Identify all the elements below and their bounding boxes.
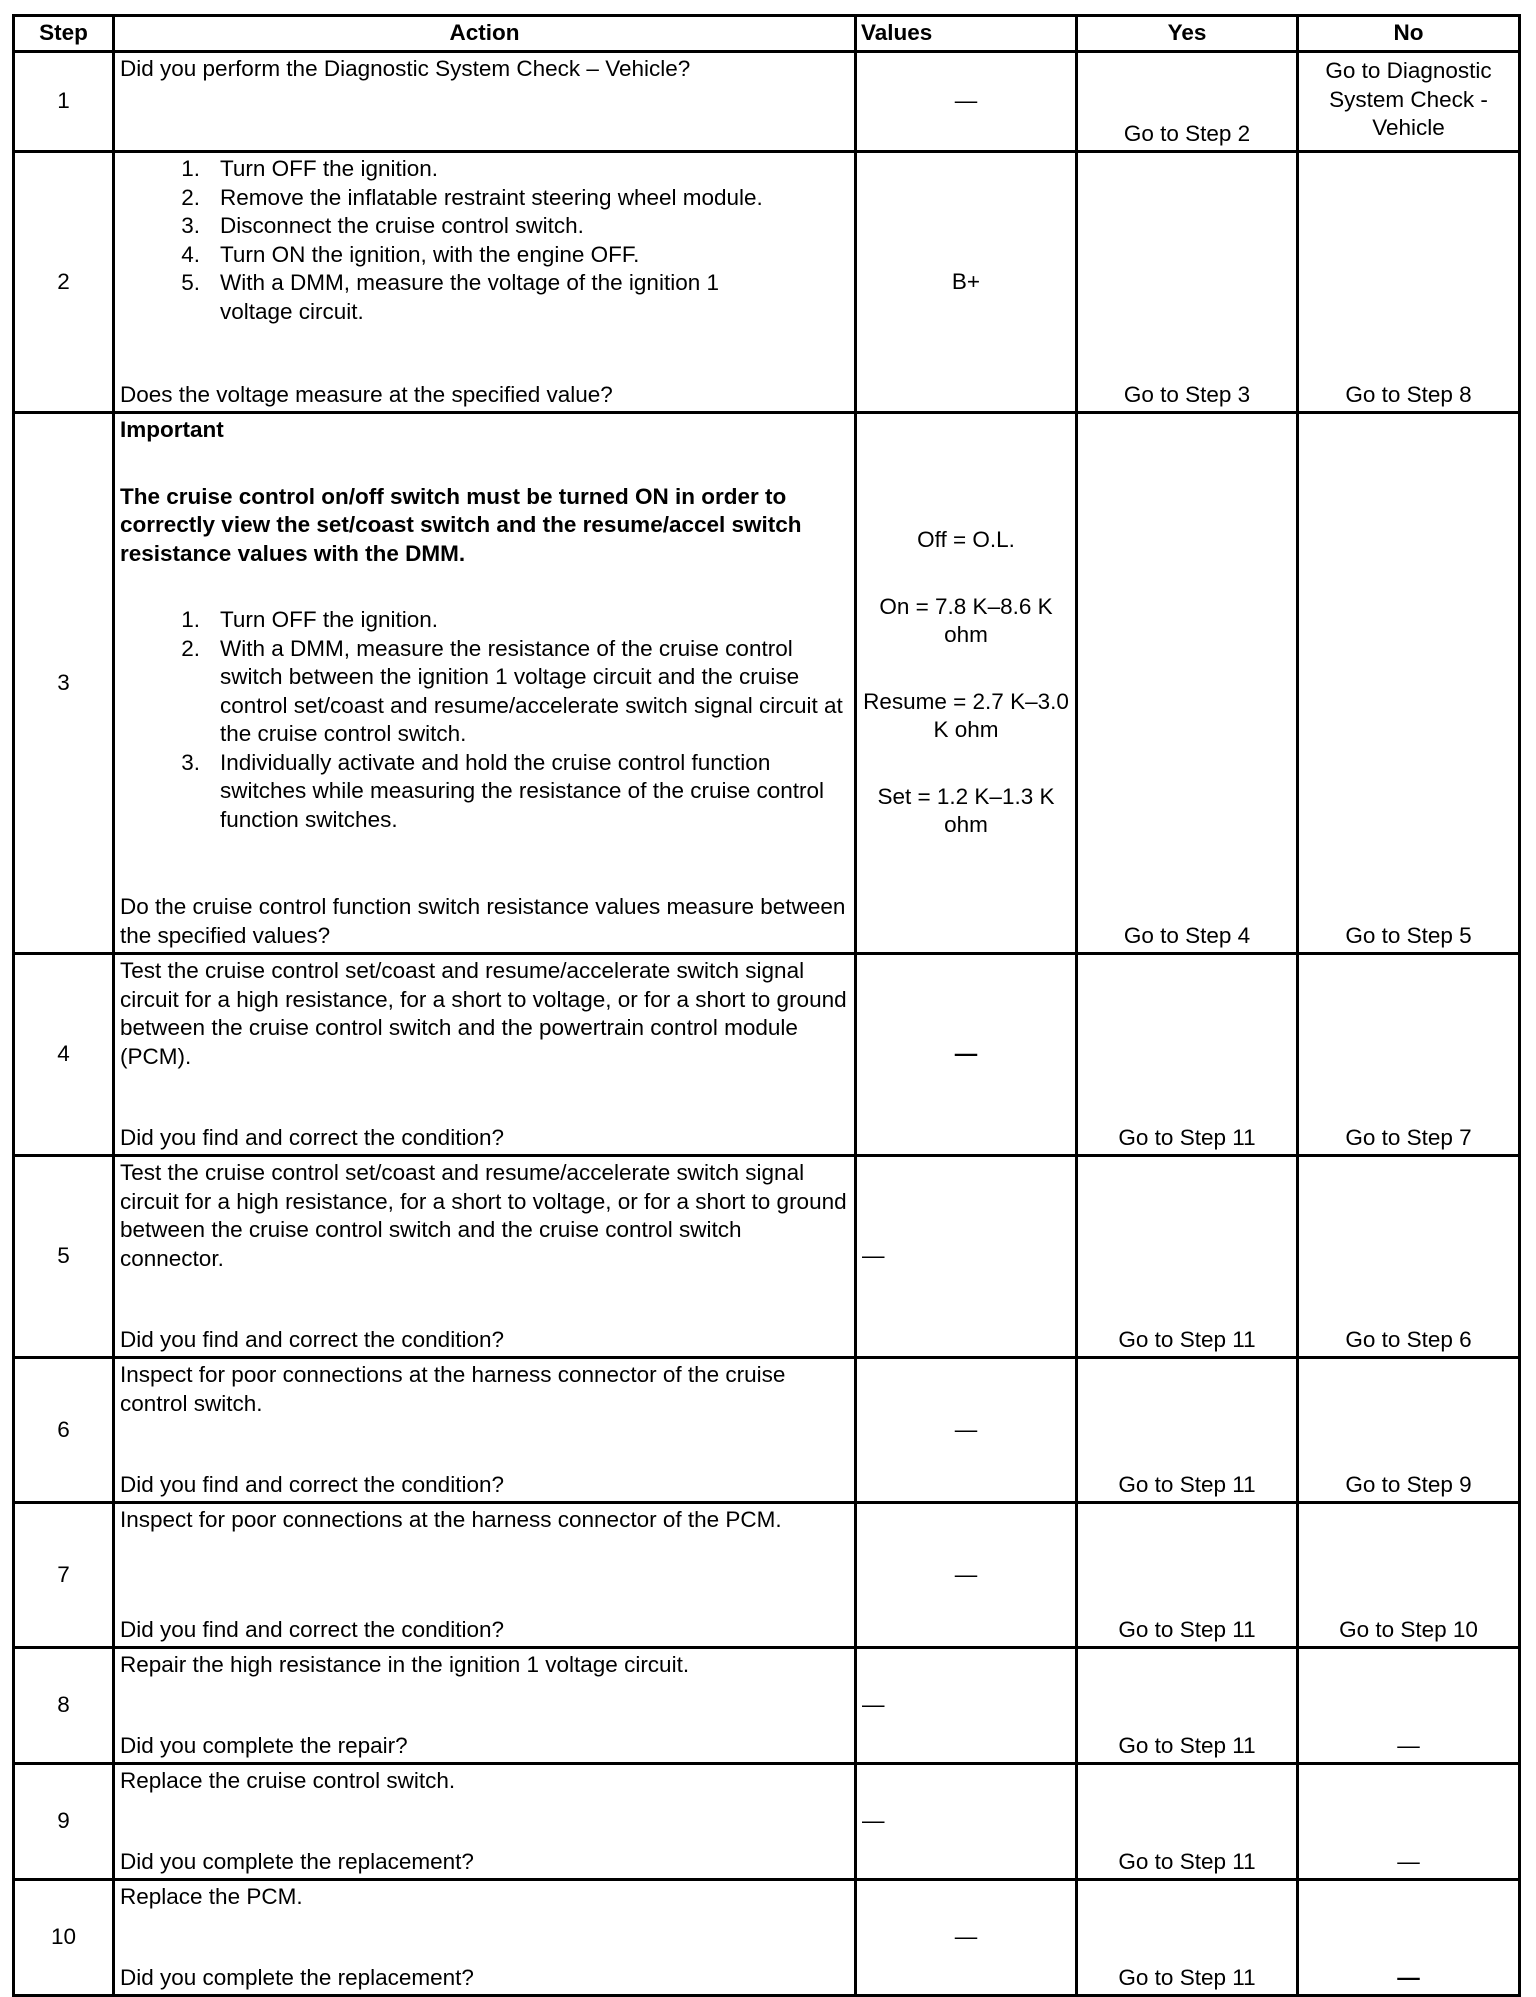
value-off: Off = O.L. — [917, 527, 1015, 553]
values-cell: — — [856, 1648, 1077, 1764]
procedure-item: 3. Disconnect the cruise control switch. — [181, 213, 584, 238]
no-cell: Go to Step 5 — [1298, 413, 1520, 954]
action-text: Replace the cruise control switch. — [120, 1768, 456, 1793]
action-text: Repair the high resistance in the ignition 1 voltage circuit. — [120, 1652, 690, 1677]
action-text: Replace the PCM. — [120, 1884, 303, 1909]
procedure-item: 2. With a DMM, measure the resistance of the cruise control switch between the ignition 1 voltage circuit and the cruise control set/coast and resume/accelerate switch signal circuit at the cruise control switch. — [181, 635, 843, 746]
header-action: Action — [114, 16, 856, 52]
action-cell — [114, 1764, 856, 1880]
no-cell: — — [1298, 1648, 1520, 1764]
step-number: 3 — [14, 413, 114, 954]
table-row-step-9 — [14, 1764, 1520, 1880]
no-cell: Go to Step 6 — [1298, 1156, 1520, 1358]
header-no: No — [1298, 16, 1520, 52]
yes-cell: Go to Step 2 — [1077, 52, 1298, 152]
action-question: Does the voltage measure at the specified value? — [120, 381, 613, 407]
procedure-list — [120, 606, 849, 834]
table-row-step-8 — [14, 1648, 1520, 1764]
values-cell: — — [856, 1880, 1077, 1996]
action-cell — [114, 1358, 856, 1503]
yes-cell: Go to Step 11 — [1077, 1764, 1298, 1880]
yes-cell: Go to Step 11 — [1077, 1358, 1298, 1503]
yes-cell: Go to Step 11 — [1077, 1156, 1298, 1358]
yes-cell: Go to Step 11 — [1077, 1503, 1298, 1648]
action-cell — [114, 413, 856, 954]
values-cell: — — [856, 1358, 1077, 1503]
no-line: Vehicle — [1372, 115, 1445, 140]
diagnostic-table-wrapper — [12, 14, 1521, 1997]
action-text: Test the cruise control set/coast and resume/accelerate switch signal circuit for a high resistance, for a short to voltage, or for a short to ground between the cruise control switch and the powertrain control module (PCM). — [120, 958, 847, 1069]
header-step: Step — [14, 16, 114, 52]
action-question: Did you find and correct the condition? — [120, 1616, 504, 1642]
action-question: Did you complete the replacement? — [120, 1848, 474, 1874]
step-number: 2 — [14, 152, 114, 413]
procedure-item: 1. Turn OFF the ignition. — [181, 607, 439, 632]
step-number: 9 — [14, 1764, 114, 1880]
values-cell: — — [856, 52, 1077, 152]
step-number: 7 — [14, 1503, 114, 1648]
action-cell — [114, 1503, 856, 1648]
action-question: Did you complete the replacement? — [120, 1964, 474, 1990]
table-row-step-1 — [14, 52, 1520, 152]
table-row-step-10 — [14, 1880, 1520, 1996]
action-cell — [114, 52, 856, 152]
yes-cell: Go to Step 3 — [1077, 152, 1298, 413]
procedure-item: 2. Remove the inflatable restraint steering wheel module. — [181, 184, 763, 210]
action-question: Do the cruise control function switch resistance values measure between the specified values? — [120, 894, 846, 948]
values-cell — [856, 413, 1077, 954]
action-question: Did you find and correct the condition? — [120, 1124, 504, 1150]
yes-cell: Go to Step 11 — [1077, 1880, 1298, 1996]
step-number: 1 — [14, 52, 114, 152]
table-row-step-6 — [14, 1358, 1520, 1503]
no-line: System Check - — [1329, 86, 1488, 112]
yes-cell: Go to Step 4 — [1077, 413, 1298, 954]
diagnostic-table — [12, 14, 1521, 1997]
step-number: 8 — [14, 1648, 114, 1764]
no-cell — [1298, 52, 1520, 152]
action-question: Did you complete the repair? — [120, 1732, 408, 1758]
header-values: Values — [856, 16, 1077, 52]
step-number: 4 — [14, 954, 114, 1156]
no-cell: Go to Step 9 — [1298, 1358, 1520, 1503]
no-cell: Go to Step 8 — [1298, 152, 1520, 413]
value-resume: Resume = 2.7 K–3.0 K ohm — [863, 688, 1069, 743]
action-cell — [114, 1880, 856, 1996]
table-row-step-2 — [14, 152, 1520, 413]
table-row-step-4 — [14, 954, 1520, 1156]
important-label: Important — [120, 417, 224, 442]
values-cell: B+ — [856, 152, 1077, 413]
no-cell: Go to Step 10 — [1298, 1503, 1520, 1648]
no-cell: Go to Step 7 — [1298, 954, 1520, 1156]
value-on: On = 7.8 K–8.6 K ohm — [879, 593, 1053, 648]
no-cell: — — [1298, 1880, 1520, 1996]
procedure-item: 3. Individually activate and hold the cruise control function switches while measuring the resistance of the cruise control function switches. — [181, 749, 825, 832]
values-cell: — — [856, 1503, 1077, 1648]
action-cell — [114, 954, 856, 1156]
procedure-list — [120, 155, 849, 326]
step-number: 5 — [14, 1156, 114, 1358]
header-yes: Yes — [1077, 16, 1298, 52]
important-note: The cruise control on/off switch must be turned ON in order to correctly view the set/coast switch and the resume/accel switch resistance values with the DMM. — [120, 483, 802, 566]
action-text: Inspect for poor connections at the harness connector of the cruise control switch. — [120, 1362, 786, 1416]
procedure-item: 5. With a DMM, measure the voltage of the ignition 1 voltage circuit. — [181, 270, 719, 324]
yes-cell: Go to Step 11 — [1077, 1648, 1298, 1764]
action-question: Did you find and correct the condition? — [120, 1471, 504, 1497]
no-cell: — — [1298, 1764, 1520, 1880]
table-row-step-7 — [14, 1503, 1520, 1648]
action-cell — [114, 152, 856, 413]
values-cell: — — [856, 954, 1077, 1156]
step-number: 10 — [14, 1880, 114, 1996]
action-text: Inspect for poor connections at the harness connector of the PCM. — [120, 1507, 782, 1532]
values-cell: — — [856, 1764, 1077, 1880]
values-cell: — — [856, 1156, 1077, 1358]
action-text: Did you perform the Diagnostic System Check – Vehicle? — [120, 56, 691, 81]
action-text: Test the cruise control set/coast and resume/accelerate switch signal circuit for a high resistance, for a short to voltage, or for a short to ground between the cruise control switch and the cruise control switch connector. — [120, 1160, 847, 1271]
header-row — [14, 16, 1520, 52]
procedure-item: 4. Turn ON the ignition, with the engine OFF. — [181, 241, 640, 267]
value-set: Set = 1.2 K–1.3 K ohm — [877, 783, 1055, 838]
table-row-step-3 — [14, 413, 1520, 954]
action-question: Did you find and correct the condition? — [120, 1326, 504, 1352]
action-cell — [114, 1156, 856, 1358]
step-number: 6 — [14, 1358, 114, 1503]
yes-cell: Go to Step 11 — [1077, 954, 1298, 1156]
procedure-item: 1. Turn OFF the ignition. — [181, 156, 439, 181]
action-cell — [114, 1648, 856, 1764]
table-row-step-5 — [14, 1156, 1520, 1358]
no-line: Go to Diagnostic — [1325, 58, 1492, 83]
